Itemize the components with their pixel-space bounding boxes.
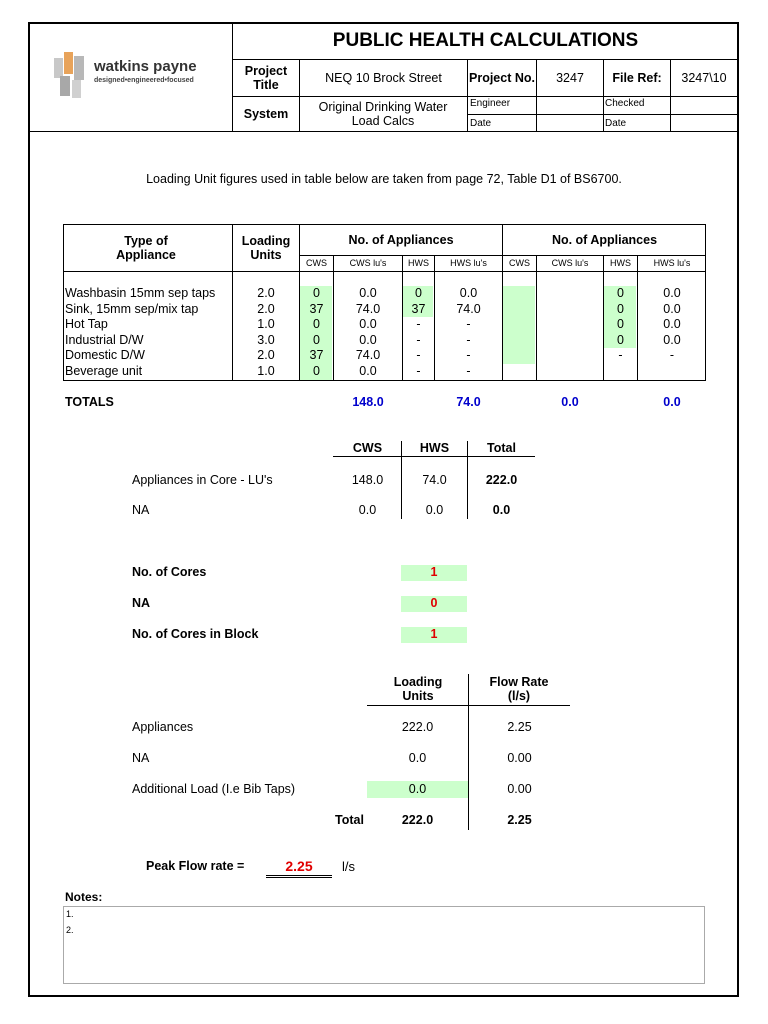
- group-header: No. of Appliances: [551, 233, 658, 247]
- appliance-hws2-lu: 0.0: [663, 317, 681, 331]
- appliance-cws-lu: 0.0: [359, 317, 377, 331]
- cores-value[interactable]: 1: [401, 565, 467, 581]
- group-header: No. of Appliances: [348, 233, 454, 247]
- logo-mark-icon: [52, 46, 90, 100]
- appliance-hws2-lu: 0.0: [663, 332, 681, 347]
- page-title: PUBLIC HEALTH CALCULATIONS: [332, 30, 639, 51]
- sub-col-header: HWS lu's: [450, 258, 487, 268]
- table-divider: [536, 255, 537, 381]
- table-divider: [299, 255, 706, 256]
- summary-header-cws: CWS: [352, 441, 383, 455]
- appliance-cws[interactable]: 37: [309, 301, 324, 316]
- company-logo: [40, 44, 220, 100]
- flow-row-label: Additional Load (I.e Bib Taps): [132, 782, 296, 796]
- flow-total-label: Total: [335, 813, 364, 827]
- flow-row-label: Appliances: [132, 720, 194, 734]
- summary-total: 222.0: [485, 473, 518, 487]
- appliance-type: Beverage unit: [65, 363, 143, 378]
- flow-row-lu: 222.0: [401, 720, 434, 734]
- appliance-hws2[interactable]: 0: [617, 332, 624, 347]
- appliance-hws-lu: 0.0: [459, 286, 478, 300]
- logo-name: watkins payne: [94, 58, 197, 75]
- system-label: System: [243, 107, 289, 121]
- appliance-type: Domestic D/W: [65, 348, 145, 362]
- appliance-cws[interactable]: 0: [313, 332, 320, 347]
- summary-header-hws: HWS: [419, 441, 450, 455]
- date-label: Date: [605, 118, 627, 129]
- appliance-type: Hot Tap: [65, 317, 108, 331]
- flow-total-rate: 2.25: [507, 813, 532, 827]
- appliance-hws2-lu: 0.0: [663, 301, 681, 316]
- checked-label: Checked: [605, 98, 645, 109]
- appliance-type: Washbasin 15mm sep taps: [65, 286, 216, 300]
- sub-col-header: CWS lu's: [551, 258, 589, 268]
- appliance-loading-units: 2.0: [257, 301, 275, 316]
- flow-row-rate: 2.25: [507, 720, 532, 734]
- appliance-hws-lu: -: [466, 317, 471, 331]
- appliance-cws-lu: 74.0: [355, 348, 381, 362]
- summary-hws: 74.0: [422, 473, 447, 487]
- appliance-cws-lu: 74.0: [355, 301, 381, 316]
- system-value: Original Drinking Water Load Calcs: [318, 100, 448, 128]
- peak-flow-value: 2.25: [266, 858, 332, 878]
- cores-in-block-label: No. of Cores in Block: [132, 627, 259, 641]
- table-divider: [502, 224, 503, 381]
- appliance-hws[interactable]: -: [416, 332, 421, 347]
- appliance-type: Sink, 15mm sep/mix tap: [65, 301, 199, 316]
- appliance-hws2[interactable]: -: [618, 348, 623, 362]
- header-divider: [28, 131, 739, 132]
- flow-row-rate: 0.00: [507, 782, 532, 796]
- note-item: 2.: [66, 925, 74, 935]
- appliance-cws-lu: 0.0: [359, 363, 377, 378]
- sub-col-header: HWS lu's: [653, 258, 691, 268]
- file-ref-label: File Ref:: [612, 71, 662, 85]
- flow-row-rate: 0.00: [507, 751, 532, 765]
- flow-row-lu: 0.0: [408, 751, 427, 765]
- project-no-label: Project No.: [469, 71, 535, 85]
- table-divider: [333, 456, 535, 457]
- table-divider: [63, 271, 706, 272]
- notes-box[interactable]: [63, 906, 705, 984]
- appliance-hws2-lu: 0.0: [663, 286, 681, 300]
- flow-row-label: NA: [132, 751, 150, 765]
- appliance-hws2[interactable]: 0: [617, 286, 624, 300]
- summary-header-total: Total: [487, 441, 516, 455]
- summary-cws: 148.0: [351, 473, 384, 487]
- appliance-cws[interactable]: 0: [313, 363, 320, 378]
- summary-hws: 0.0: [425, 503, 444, 517]
- total-cws-lu-2: 0.0: [561, 395, 579, 409]
- sub-col-header: CWS lu's: [349, 258, 387, 268]
- sub-col-header: CWS: [509, 258, 530, 268]
- appliance-hws[interactable]: 0: [415, 286, 422, 300]
- cores-in-block-value[interactable]: 1: [401, 627, 467, 643]
- notes-label: Notes:: [65, 890, 103, 904]
- date-label: Date: [470, 118, 492, 129]
- na-value[interactable]: 0: [401, 596, 467, 612]
- engineer-label: Engineer: [470, 98, 511, 109]
- appliance-cws-lu: 0.0: [359, 332, 377, 347]
- appliance-hws[interactable]: -: [416, 363, 421, 378]
- appliance-loading-units: 2.0: [257, 348, 275, 362]
- note-item: 1.: [66, 909, 74, 919]
- col-type-header: Type of Appliance: [116, 234, 176, 262]
- input-cell: [503, 286, 535, 364]
- appliance-hws2[interactable]: 0: [617, 301, 624, 316]
- appliance-cws[interactable]: 0: [313, 317, 320, 331]
- appliance-cws-lu: 0.0: [359, 286, 377, 300]
- header-divider: [467, 114, 739, 115]
- sub-col-header: HWS: [610, 258, 631, 268]
- summary-cws: 0.0: [358, 503, 377, 517]
- project-title-value: NEQ 10 Brock Street: [325, 71, 442, 85]
- totals-label: TOTALS: [65, 395, 114, 409]
- total-cws-lu: 148.0: [352, 395, 384, 409]
- project-no-value: 3247: [556, 71, 584, 85]
- file-ref-value: 3247\10: [681, 71, 727, 85]
- appliance-hws[interactable]: -: [416, 317, 421, 331]
- flow-total-lu: 222.0: [401, 813, 434, 827]
- additional-load-input[interactable]: 0.0: [367, 781, 468, 798]
- sub-col-header: HWS: [408, 258, 429, 268]
- flow-header-lu: Loading Units: [393, 675, 443, 703]
- total-hws-lu: 74.0: [456, 395, 481, 409]
- summary-row-label: Appliances in Core - LU's: [132, 473, 273, 487]
- appliance-hws-lu: -: [466, 348, 471, 362]
- sub-col-header: CWS: [306, 258, 327, 268]
- flow-header-rate: Flow Rate (l/s): [489, 675, 549, 703]
- header-divider: [232, 96, 739, 97]
- appliance-hws[interactable]: 37: [411, 301, 426, 316]
- appliance-loading-units: 1.0: [257, 363, 275, 378]
- appliance-type: Industrial D/W: [65, 332, 144, 347]
- cores-label: No. of Cores: [132, 565, 207, 579]
- col-loading-header: Loading Units: [241, 234, 291, 262]
- summary-row-label: NA: [132, 503, 150, 517]
- appliance-hws-lu: 74.0: [456, 301, 481, 316]
- appliance-hws2[interactable]: 0: [617, 317, 624, 331]
- appliance-cws[interactable]: 0: [313, 286, 320, 300]
- peak-flow-unit: l/s: [342, 859, 355, 874]
- appliance-hws-lu: -: [466, 332, 471, 347]
- appliance-hws[interactable]: -: [416, 348, 421, 362]
- logo-tagline: designed•engineered•focused: [94, 77, 194, 84]
- intro-text: Loading Unit figures used in table below are taken from page 72, Table D1 of BS6700.: [146, 172, 622, 186]
- appliance-cws[interactable]: 37: [309, 348, 324, 362]
- appliance-loading-units: 2.0: [257, 286, 275, 300]
- appliance-loading-units: 1.0: [257, 317, 275, 331]
- appliance-hws2-lu: -: [669, 348, 675, 362]
- appliance-hws-lu: -: [466, 363, 471, 378]
- summary-total: 0.0: [492, 503, 511, 517]
- project-title-label: Project Title: [244, 64, 288, 92]
- appliance-loading-units: 3.0: [257, 332, 275, 347]
- total-hws-lu-2: 0.0: [663, 395, 681, 409]
- na-label: NA: [132, 596, 151, 610]
- peak-flow-label: Peak Flow rate =: [146, 859, 245, 873]
